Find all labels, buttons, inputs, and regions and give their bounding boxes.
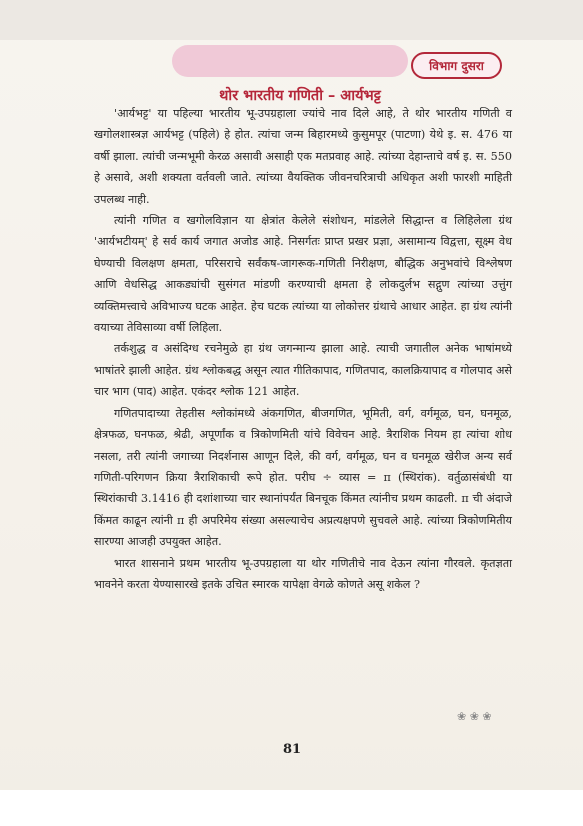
page-number: 81 <box>282 742 302 757</box>
page-title: थोर भारतीय गणिती – आर्यभट्ट <box>219 88 381 104</box>
page-top-edge <box>0 0 583 40</box>
paragraph-1: 'आर्यभट्ट' या पहिल्या भारतीय भू-उपग्रहाला ज्यांचे नाव दिले आहे, ते थोर भारतीय गणिती व खगोलशास्त्रज्ञ आर्यभट्ट (पहिले) हे होत. त्यांचा जन्म बिहारमध्ये कुसुमपूर (पाटणा) येथे इ. स. 476 या वर्षी झाला. त्यांची जन्मभूमी केरळ असावी असाही एक मतप्रवाह आहे. त्यांच्या देहान्ताचे वर्ष इ. स. 550 हे असावे, अशी शक्यता वर्तवली जाते. त्यांच्या वैयक्तिक जीवनचरित्राची अधिकृत अशी फारशी माहिती उपलब्ध नाही. <box>94 107 512 206</box>
article-body <box>94 103 512 595</box>
paragraph-3: तर्कशुद्ध व असंदिग्ध रचनेमुळे हा ग्रंथ जगन्मान्य झाला आहे. त्याची जगातील अनेक भाषांमध्ये भाषांतरे झाली आहेत. ग्रंथ श्लोकबद्ध असून त्यात गीतिकापाद, गणितपाद, कालक्रियापाद व गोलपाद असे चार भाग (पाद) आहेत. एकंदर श्लोक 121 आहेत. <box>94 342 512 399</box>
paragraph-2: त्यांनी गणित व खगोलविज्ञान या क्षेत्रांत केलेले संशोधन, मांडलेले सिद्धान्त व लिहिलेला ग्रंथ 'आर्यभटीयम्' हे सर्व कार्य जगात अजोड आहे. निसर्गतः प्राप्त प्रखर प्रज्ञा, असामान्य विद्वत्ता, सूक्ष्म वेध घेण्याची विलक्षण क्षमता, परिसराचे सर्वंकष-जागरूक-गणिती निरीक्षण, बौद्धिक अनुभवांचे विश्लेषण आणि वेधसिद्ध आकड्यांची सुसंगत मांडणी करण्याची क्षमता हे लोकदुर्लभ सद्गुण त्यांच्या उत्तुंग व्यक्तिमत्त्वाचे अविभाज्य घटक आहेत. हेच घटक त्यांच्या या लोकोत्तर ग्रंथाचे आधार आहेत. हा ग्रंथ त्यांनी वयाच्या तेविसाव्या वर्षी लिहिला. <box>94 214 512 335</box>
page-bottom-edge <box>0 790 583 826</box>
paragraph-5: भारत शासनाने प्रथम भारतीय भू-उपग्रहाला या थोर गणितीचे नाव देऊन त्यांना गौरवले. कृतज्ञता भावनेने करता येण्यासारखे इतके उचित स्मारक यापेक्षा वेगळे कोणते असू शकेल ? <box>94 556 512 591</box>
title-banner <box>172 45 408 77</box>
section-tag: विभाग दुसरा <box>411 52 502 79</box>
end-ornament-icon: ❀ ❀ ❀ <box>457 710 492 723</box>
paragraph-4: गणितपादाच्या तेहतीस श्लोकांमध्ये अंकगणित, बीजगणित, भूमिती, वर्ग, वर्गमूळ, घन, घनमूळ, क्षेत्रफळ, घनफळ, श्रेढी, अपूर्णांक व त्रिकोणमिती यांचे विवेचन आहे. त्रैराशिक नियम हा त्यांचा शोध नसला, तरी त्यांनी जगाच्या निदर्शनास आणून दिले, की वर्ग, वर्गमूळ, घन व घनमूळ खेरीज अन्य सर्व गणिती-परिगणन क्रिया त्रैराशिकाची रूपे होत. परीघ ÷ व्यास = π (स्थिरांक). वर्तुळासंबंधी या स्थिरांकाची 3.1416 ही दशांशाच्या चार स्थानांपर्यंत बिनचूक किंमत त्यांनीच प्रथम काढली. π ची अंदाजे किंमत काढून त्यांनी π ही अपरिमेय संख्या असल्याचेच अप्रत्यक्षपणे सुचवले आहे. त्यांच्या त्रिकोणमितीय सारण्या आजही उपयुक्त आहेत. <box>94 406 512 549</box>
